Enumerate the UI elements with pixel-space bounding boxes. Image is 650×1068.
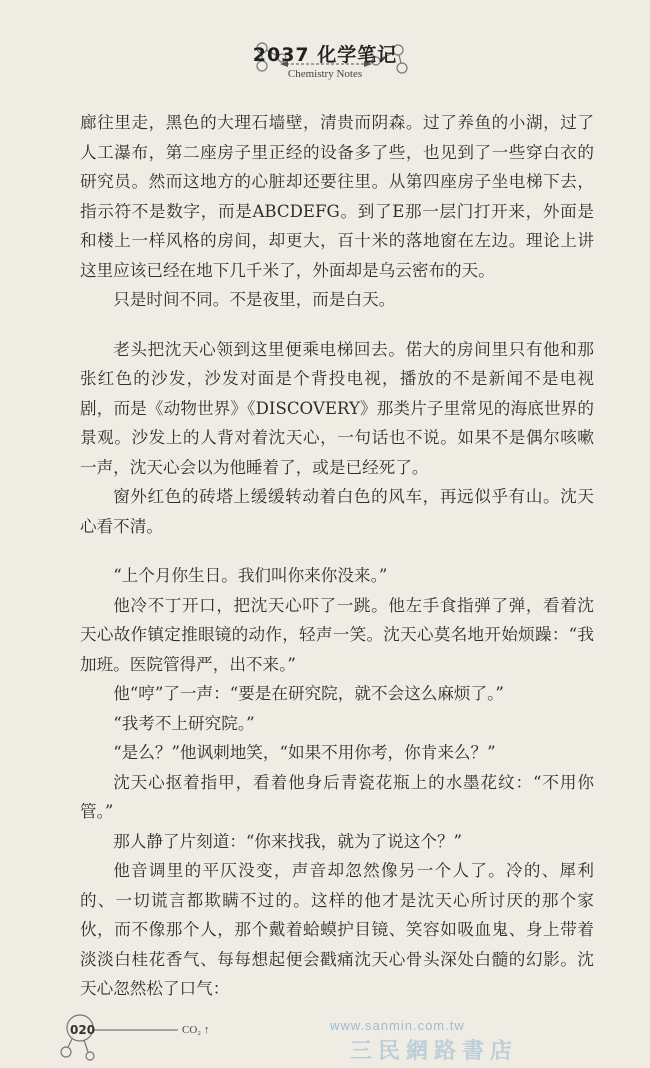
paragraph: 沈天心抠着指甲，看着他身后青瓷花瓶上的水墨花纹：“不用你管。” <box>80 772 594 821</box>
running-title: 2037 化学笔记 <box>252 44 398 66</box>
paragraph: 老头把沈天心领到这里便乘电梯回去。偌大的房间里只有他和那张红色的沙发，沙发对面是个背投电视，播放的不是新闻不是电视剧，而是《动物世界》《DISCOVERY》那类片子里常见的海底世界的景观。沙发上的人背对着沈天心，一句话也不说。如果不是偶尔咳嗽一声，沈天心会以为他睡着了，或是已经死了。 <box>80 339 594 477</box>
watermark <box>50 1000 610 1068</box>
paragraph: “是么？”他讽刺地笑，“如果不用你考，你肯来么？” <box>113 743 496 762</box>
body-text <box>80 108 594 1004</box>
page-number: 020 <box>70 1023 96 1037</box>
paragraph: 他冷不丁开口，把沈天心吓了一跳。他左手食指弹了弹，看着沈天心故作镇定推眼镜的动作，轻声一笑。沈天心莫名地开始烦躁：“我加班。医院管得严，出不来。” <box>80 595 594 674</box>
watermark-name: 三民網路書店 <box>350 1039 519 1064</box>
paragraph: 只是时间不同。不是夜里，而是白天。 <box>113 290 396 309</box>
watermark-url: www.sanmin.com.tw <box>330 1018 465 1033</box>
page-footer <box>50 1000 610 1068</box>
paragraph: 窗外红色的砖塔上缓缓转动着白色的风车，再远似乎有山。沈天心看不清。 <box>80 487 594 536</box>
paragraph: 那人静了片刻道：“你来找我，就为了说这个？” <box>113 831 463 851</box>
paragraph: 他音调里的平仄没变，声音却忽然像另一个人了。冷的、犀利的、一切谎言都欺瞒不过的。这样的他才是沈天心所讨厌的那个家伙，而不像那个人，那个戴着蛤蟆护目镜、笑容如吸血鬼、身上带着淡淡白桂花香气、每每想起便会戳痛沈天心骨头深处白髓的幻影。沈天心忽然松了口气： <box>80 861 594 998</box>
paragraph: “我考不上研究院。” <box>113 713 255 733</box>
paragraph: “上个月你生日。我们叫你来你没来。” <box>113 566 388 585</box>
paragraph: 廊往里走，黑色的大理石墙壁，清贵而阴森。过了养鱼的小湖，过了人工瀑布，第二座房子里正经的设备多了些，也见到了一些穿白衣的研究员。然而这地方的心脏却还要往里。从第四座房子坐电梯下去，指示符不是数字，而是ABCDEFG。到了E那一层门打开来，外面是和楼上一样风格的房间，却更大，百十米的落地窗在左边。理论上讲这里应该已经在地下几千米了，外面却是乌云密布的天。 <box>80 113 594 280</box>
footer-formula: CO₂ ↑ <box>182 1024 210 1036</box>
page-header <box>0 28 650 88</box>
running-subtitle: Chemistry Notes <box>287 68 363 80</box>
paragraph: 他“哼”了一声：“要是在研究院，就不会这么麻烦了。” <box>113 684 504 703</box>
